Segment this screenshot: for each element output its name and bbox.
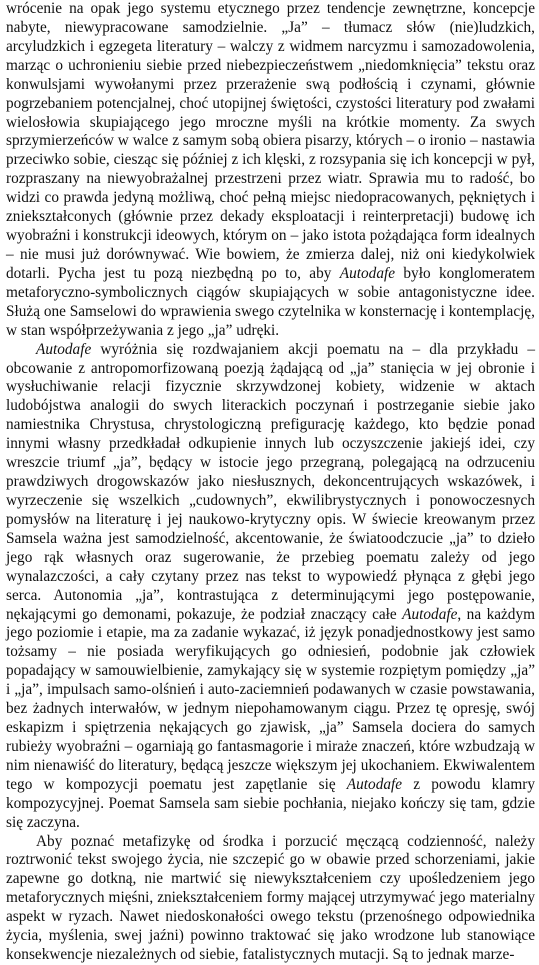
body-text: wyróżnia się rozdwajaniem akcji poematu na – dla przykładu – obcowanie z antropomorfizowaną poezją żądającą od „ja” stanięcia w jej obronie i wysłuchiwanie relacji fizycznie skrzywdzonej kobiety, widzenie w aktach ludobójstwa analogii do swych literackich poczynań i postrzeganie siebie jako namiestnika Chrystusa, chrystologiczną prefigurację każdego, kto będzie ponad innymi własny przedkładał odkupienie innych lub oczyszczenie jakiejś idei, czy wreszcie triumf „ja”, będący w istocie jego przegraną, polegającą na odrzuceniu prawdziwych drogowskazów jako niesłusznych, dekoncentrujących wskazówek, i wyrzeczenie się wszelkich „cudownych”, ekwilibrystycznych i ponowoczesnych pomysłów na literaturę i jej naukowo-krytyczny opis. W świecie kreowanym przez Samsela ważna jest samodzielność, akcentowanie, że światoodczucie „ja” to dzieło jego rąk własnych oraz sugerowanie, że przebieg poematu zależy od jego wynalazczości, a cały czytany przez nas tekst to wypowiedź płynąca z głębi jego serca. Autonomia „ja”, kontrastująca z determinującymi jego postępowanie, nękającymi go demonami, pokazuje, że podział znaczący całe [6, 340, 535, 623]
italic-title-text: Autodafe [402, 605, 458, 623]
italic-title-text: Autodafe [36, 340, 92, 358]
body-text: wrócenie na opak jego systemu etycznego przez tendencje zewnętrzne, koncepcje nabyte, niewypracowane samodzielnie. „Ja” – tłumacz słów (nie)ludzkich, arcyludzkich i egzegeta literatury – walczy z widmem narcyzmu i samozadowolenia, marząc o uchronieniu siebie przed niebezpieczeństwem „niedomknięcia” tekstu oraz konwulsjami wywołanymi przez przerażenie swą podłością i czynami, głównie pogrzebaniem potencjalnej, choć utopijnej świętości, czystości literatury pod zwałami wielosłowia skupiającego jego mroczne myśli na krótkie momenty. Za swych sprzymierzeńców w walce z samym sobą obiera pisarzy, których – o ironio – nastawia przeciwko sobie, ciesząc się później z ich klęski, z rozsypania się ich koncepcji w pył, rozpraszany na niewyobrażalnej przestrzeni przez wiatr. Sprawia mu to radość, bo widzi co prawda jedyną możliwą, choć pełną miejsc niedopracowanych, pękniętych i zniekształconych (głównie przez dekady eksploatacji i reinterpretacji) budowę ich wyobraźni i konstrukcji ideowych, którym on – jako istota pożądająca form idealnych – nie musi już dorównywać. Wie bowiem, że zmierza dalej, niż oni kiedykolwiek dotarli. Pycha jest tu pozą niezbędną po to, aby [6, 0, 535, 282]
body-text: z powodu klamry kompozycyjnej. Poemat Samsela sam siebie pochłania, niejako kończy się tam, gdzie się zaczyna. [6, 775, 535, 831]
text-paragraph [6, 0, 535, 341]
document-body [6, 0, 535, 965]
body-text: Aby poznać metafizykę od środka i porzucić męczącą codzienność, należy roztrwonić tekst swojego życia, nie szczepić go w obawie przed schorzeniami, jakie zapewne go dotkną, nie martwić się niewykształceniem czy upośledzeniem jego metaforycznych mięśni, zniekształceniem formy mającej utrzymywać jego materialny aspekt w ryzach. Nawet niedoskonałości owego tekstu (przenośnego odpowiednika życia, myślenia, swej jaźni) powinno traktować się jako wrodzone lub stanowiące konsekwencje niezależnych od siebie, fatalistycznych mutacji. Są to jednak marze- [6, 832, 535, 964]
body-text: było konglomeratem metaforyczno-symbolicznych ciągów skupiających w sobie antagonistyczne idee. Służą one Samselowi do wprawienia swego czytelnika w konsternację i kontemplację, w stan współprzeżywania z jego „ja” udręki. [6, 264, 535, 339]
text-paragraph [6, 833, 535, 965]
italic-title-text: Autodafe [346, 775, 403, 793]
text-paragraph [6, 341, 535, 833]
body-text: , na każdym jego poziomie i etapie, ma za zadanie wykazać, iż język ponadjednostkowy jest samo tożsamy – nie posiada weryfikujących go odniesień, podobnie jak człowiek popadający w samouwielbienie, zamykający się w systemie rozpiętym pomiędzy „ja” i „ja”, impulsach samo-olśnień i auto-zaciemnień podawanych w czasie powstawania, bez żadnych interwałów, w jednym niepohamowanym ciągu. Przez tę opresję, swój eskapizm i spiętrzenia nękających go zjawisk, „ja” Samsela dociera do samych rubieży wyobraźni – ogarniają go fantasmagorie i miraże znaczeń, które wzbudzają w nim nienawiść do literatury, będącą jeszcze większym jej ukochaniem. Ekwiwalentem tego w kompozycji poematu jest zapętlanie się [6, 605, 535, 793]
italic-title-text: Autodafe [339, 264, 396, 282]
